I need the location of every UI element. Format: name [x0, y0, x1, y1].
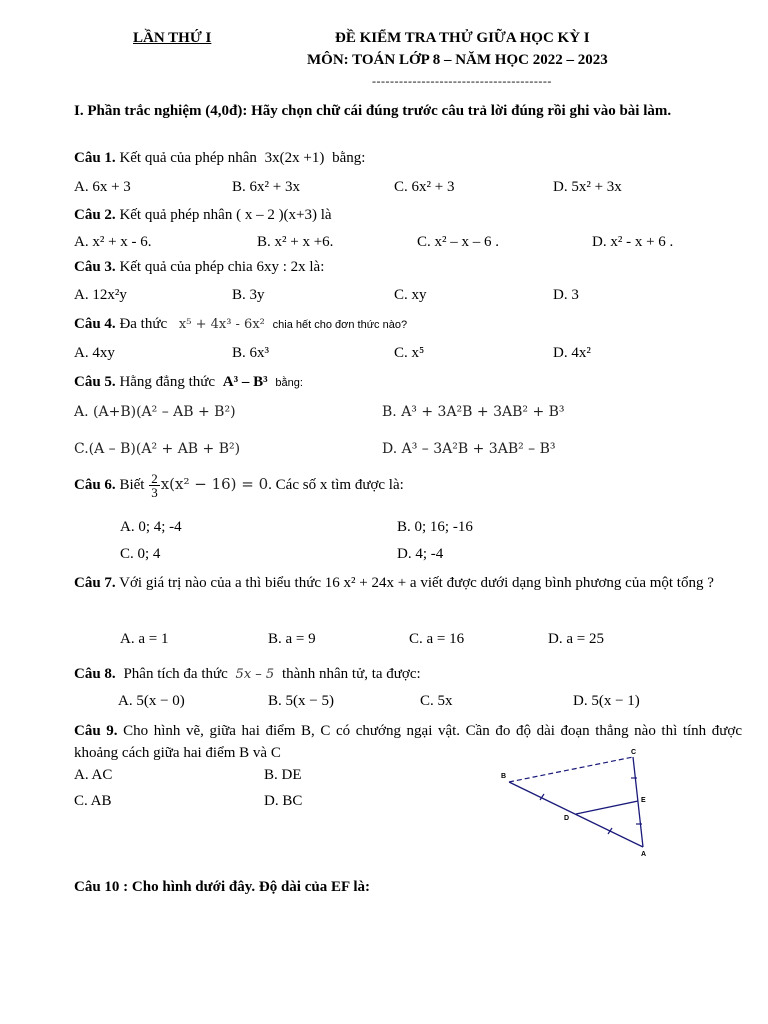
fraction-denominator: 3 — [151, 485, 158, 500]
segment-bc — [509, 757, 633, 782]
option-d[interactable]: D. BC — [264, 793, 303, 809]
question-tail: bằng: — [332, 150, 366, 166]
fraction — [149, 472, 160, 499]
option-d[interactable]: D. 4x² — [553, 345, 591, 361]
question-expression: A³ – B³ — [222, 374, 268, 390]
option-a[interactable]: A. 4xy — [74, 345, 115, 361]
option-d[interactable]: D. 4; -4 — [397, 546, 444, 562]
option-a[interactable]: A. 0; 4; -4 — [120, 519, 182, 535]
option-a[interactable]: A. 5(x − 0) — [118, 693, 185, 709]
option-d[interactable]: D. 3 — [553, 287, 579, 303]
question-8 — [74, 666, 421, 683]
option-d[interactable]: D. 5x² + 3x — [553, 179, 622, 195]
section-heading: I. Phần trắc nghiệm (4,0đ): Hãy chọn chữ cái đúng trước câu trả lời đúng rồi ghi vào bài làm. — [74, 103, 672, 119]
option-b[interactable]: B. a = 9 — [268, 631, 316, 647]
option-d[interactable]: D. x² - x + 6 . — [592, 234, 674, 250]
option-b[interactable]: B. x² + x +6. — [257, 234, 334, 250]
question-label: Câu 2. — [74, 207, 116, 223]
point-label-a: A — [641, 851, 647, 858]
question-label: Câu 10 : — [74, 879, 129, 895]
question-expression: x(x² − 16) = 0 — [160, 474, 269, 493]
option-c[interactable]: C. a = 16 — [409, 631, 465, 647]
question-tail: . Các số x tìm được là: — [268, 476, 404, 493]
segment-de — [576, 801, 638, 814]
option-b[interactable]: B. 0; 16; -16 — [397, 519, 473, 535]
option-b[interactable]: B. DE — [264, 767, 302, 783]
question-label: Câu 6. — [74, 476, 116, 493]
point-label-c: C — [631, 749, 637, 756]
question-4 — [74, 316, 407, 333]
option-d[interactable]: D. 5(x − 1) — [573, 693, 640, 709]
question-3 — [74, 259, 324, 276]
question-tail: thành nhân tử, ta được: — [281, 666, 421, 682]
question-2 — [74, 207, 332, 224]
question-text: Biết — [119, 476, 145, 493]
option-b[interactable]: B. 6x³ — [232, 345, 270, 361]
question-expression: x⁵ + 4x³ - 6x² — [178, 317, 265, 332]
question-expression: 3x(2x +1) — [264, 150, 325, 166]
option-a[interactable]: A. 6x + 3 — [74, 179, 131, 195]
question-text: Kết quả của phép nhân — [119, 150, 257, 166]
question-7 — [74, 572, 742, 594]
option-a[interactable]: A. (A+B)(A² – AB + B²) — [74, 404, 236, 420]
header-divider: ---------------------------------------- — [372, 74, 552, 88]
option-d[interactable]: D. A³ – 3A²B + 3AB² – B³ — [382, 441, 556, 457]
question-expression: 5x – 5 — [235, 667, 275, 682]
option-c[interactable]: C. 0; 4 — [120, 546, 161, 562]
fraction-numerator: 2 — [151, 471, 158, 486]
question-1 — [74, 150, 365, 167]
point-label-e: E — [641, 797, 646, 804]
triangle-figure — [495, 745, 655, 860]
question-label: Câu 8. — [74, 666, 116, 682]
question-text: Hằng đẳng thức — [119, 374, 216, 390]
question-10 — [74, 879, 370, 896]
question-text: Cho hình dưới đây. Độ dài của EF là: — [131, 879, 370, 895]
option-b[interactable]: B. A³ + 3A²B + 3AB² + B³ — [382, 404, 565, 420]
option-a[interactable]: A. AC — [74, 767, 113, 783]
point-label-d: D — [564, 815, 570, 822]
segment-ba — [509, 782, 643, 847]
question-label: Câu 4. — [74, 316, 116, 332]
option-c[interactable]: C. 6x² + 3 — [394, 179, 455, 195]
question-text: Đa thức — [119, 316, 168, 332]
question-6 — [74, 472, 404, 499]
option-a[interactable]: A. 12x²y — [74, 287, 127, 303]
option-c[interactable]: C. x² – x – 6 . — [417, 234, 500, 250]
question-text: Với giá trị nào của a thì biểu thức 16 x² + 24x + a viết được dưới dạng bình phương của một tổng ? — [119, 575, 714, 591]
option-c[interactable]: C. xy — [394, 287, 427, 303]
question-text: Cho hình vẽ, giữa hai điểm B, C có chướng ngại vật. Cần đo độ dài đoạn thẳng nào thì tính được khoảng cách giữa hai điểm B và C — [74, 723, 742, 761]
option-c[interactable]: C. 5x — [420, 693, 453, 709]
option-c[interactable]: C. x⁵ — [394, 345, 425, 361]
option-a[interactable]: A. a = 1 — [120, 631, 169, 647]
question-label: Câu 9. — [74, 723, 118, 739]
question-5 — [74, 374, 303, 391]
question-text: Kết quả của phép chia 6xy : 2x là: — [119, 259, 325, 275]
question-label: Câu 5. — [74, 374, 116, 390]
option-c[interactable]: C. AB — [74, 793, 112, 809]
option-d[interactable]: D. a = 25 — [548, 631, 604, 647]
question-tail: chia hết cho đơn thức nào? — [272, 319, 408, 331]
question-label: Câu 1. — [74, 150, 116, 166]
exam-subject: MÔN: TOÁN LỚP 8 – NĂM HỌC 2022 – 2023 — [307, 52, 608, 68]
question-tail: bằng: — [275, 377, 303, 389]
question-text: Phân tích đa thức — [123, 666, 228, 682]
point-label-b: B — [501, 773, 507, 780]
exam-title: ĐỀ KIỂM TRA THỬ GIỮA HỌC KỲ I — [335, 30, 590, 46]
option-b[interactable]: B. 6x² + 3x — [232, 179, 300, 195]
question-label: Câu 7. — [74, 575, 116, 591]
question-label: Câu 3. — [74, 259, 116, 275]
question-text: Kết quả phép nhân ( x – 2 )(x+3) là — [119, 207, 332, 223]
option-b[interactable]: B. 3y — [232, 287, 265, 303]
attempt-label: LẦN THỨ I — [133, 30, 212, 46]
option-b[interactable]: B. 5(x − 5) — [268, 693, 334, 709]
option-c[interactable]: C.(A – B)(A² + AB + B²) — [74, 441, 241, 457]
option-a[interactable]: A. x² + x - 6. — [74, 234, 152, 250]
